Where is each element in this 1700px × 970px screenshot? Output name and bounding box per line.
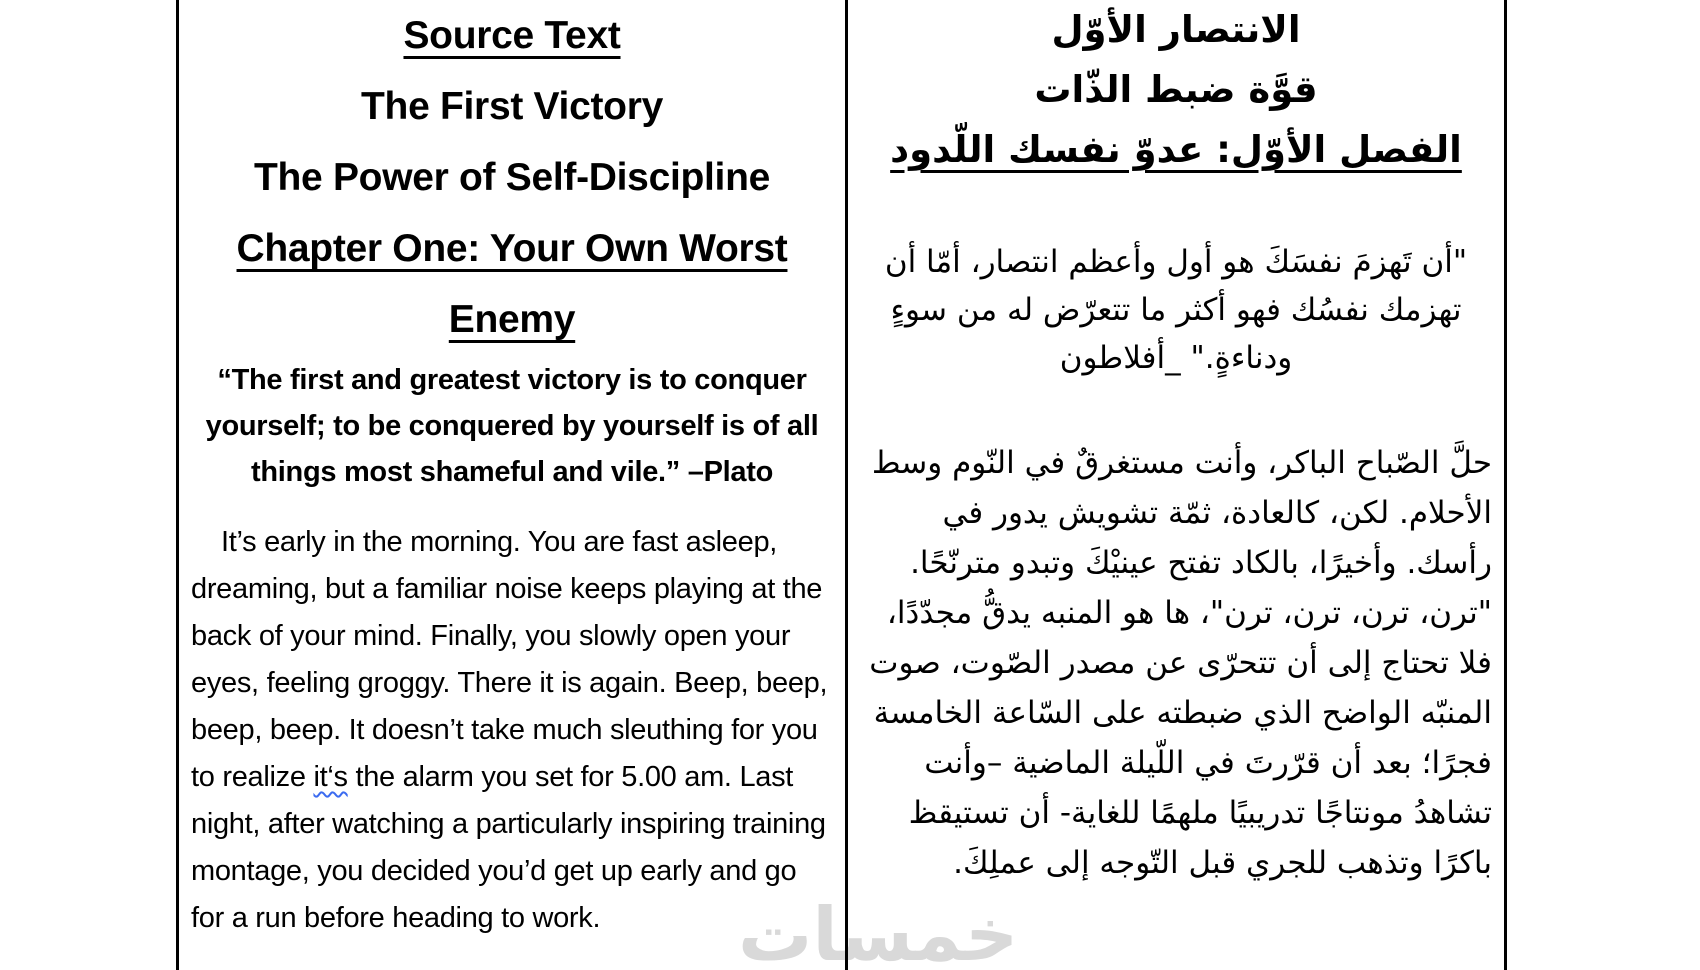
plato-quote-arabic: "أن تَهزمَ نفسَكَ هو أول وأعظم انتصار، أمّا أن تهزمك نفسُك فهو أكثر ما تتعرّض له من سوءٍ ودناءةٍ." _أفلاطون	[884, 244, 1468, 376]
source-column-title: Source Text	[403, 14, 621, 57]
khamsat-watermark: خمسات	[738, 892, 1019, 970]
book-title-english: The First Victory	[361, 85, 663, 128]
source-text-column	[176, 0, 848, 970]
chapter-heading-english: Chapter One: Your Own Worst Enemy	[236, 227, 788, 341]
body-paragraph-english	[191, 519, 833, 942]
book-subtitle-arabic: قوَّة ضبط الذّات	[1034, 68, 1318, 111]
book-title-arabic: الانتصار الأوّل	[1051, 8, 1301, 51]
book-subtitle-english: The Power of Self-Discipline	[253, 156, 771, 199]
plato-quote-english: “The first and greatest victory is to conquer yourself; to be conquered by yourself is of all things most shameful and vile.” –Plato	[205, 364, 819, 488]
translation-table	[176, 0, 1507, 970]
chapter-heading-arabic: الفصل الأوّل: عدوّ نفسك اللّدود	[890, 128, 1462, 171]
grammar-flagged-word: it‘s	[313, 761, 348, 793]
body-text-after-flag: the alarm you set for 5.00 am. Last night, after watching a particularly inspiring training montage, you decided you’d get up early and go for a run before heading to work.	[191, 761, 826, 934]
body-text-before-flag: It’s early in the morning. You are fast asleep, dreaming, but a familiar noise keeps playing at the back of your mind. Finally, you slowly open your eyes, feeling groggy. There it is again. Beep, beep, beep, beep. It doesn’t take much sleuthing for you to realize	[191, 526, 828, 793]
translation-column	[848, 0, 1507, 970]
body-paragraph-arabic: حلَّ الصّباح الباكر، وأنت مستغرقٌ في النّوم وسط الأحلام. لكن، كالعادة، ثمّة تشويش يدور في رأسك. وأخيرًا، بالكاد تفتح عينيْكَ وتبدو مترنّحًا. "ترن، ترن، ترن، ترن"، ها هو المنبه يدقُّ مجدّدًا، فلا تحتاج إلى أن تتحرّى عن مصدر الصّوت، صوت المنبّه الواضح الذي ضبطته على السّاعة الخامسة فجرًا؛ بعد أن قرّرتَ في اللّيلة الماضية –وأنت تشاهدُ مونتاجًا تدريبيًا ملهمًا للغاية- أن تستيقظ باكرًا وتذهب للجري قبل التّوجه إلى عملِكَ.	[869, 445, 1492, 881]
